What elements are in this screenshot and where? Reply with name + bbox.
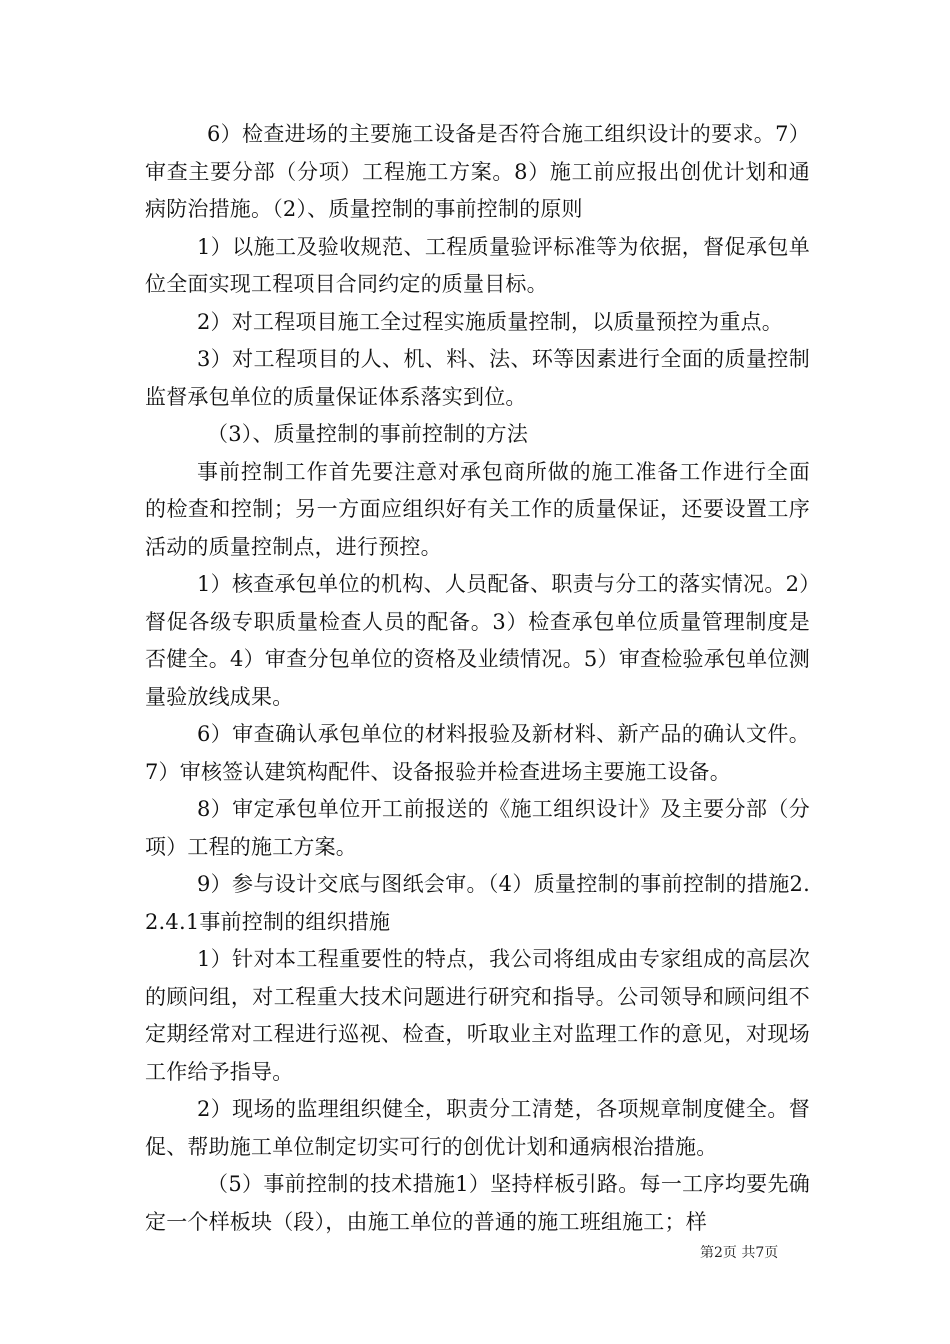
paragraph-12: 2）现场的监理组织健全，职责分工清楚，各项规章制度健全。督促、帮助施工单位制定切实可行的创优计划和通病根治措施。 xyxy=(145,1097,810,1159)
paragraph-13: （5）事前控制的技术措施1）坚持样板引路。每一工序均要先确定一个样板块（段），由施工单位的普通的施工班组施工；样 xyxy=(145,1172,810,1234)
paragraph-4: 3）对工程项目的人、机、料、法、环等因素进行全面的质量控制监督承包单位的质量保证体系落实到位。 xyxy=(145,347,810,409)
paragraph-6: 事前控制工作首先要注意对承包商所做的施工准备工作进行全面的检查和控制；另一方面应组织好有关工作的质量保证，还要设置工序活动的质量控制点，进行预控。 xyxy=(145,459,810,559)
paragraph-9: 8）审定承包单位开工前报送的《施工组织设计》及主要分部（分项）工程的施工方案。 xyxy=(145,797,810,859)
paragraph-7: 1）核查承包单位的机构、人员配备、职责与分工的落实情况。2）督促各级专职质量检查人员的配备。3）检查承包单位质量管理制度是否健全。4）审查分包单位的资格及业绩情况。5）审查检验承包单位测量验放线成果。 xyxy=(145,572,810,709)
paragraph-11: 1）针对本工程重要性的特点，我公司将组成由专家组成的高层次的顾问组，对工程重大技术问题进行研究和指导。公司领导和顾问组不定期经常对工程进行巡视、检查，听取业主对监理工作的意见，对现场工作给予指导。 xyxy=(145,947,810,1084)
paragraph-2: 1）以施工及验收规范、工程质量验评标准等为依据，督促承包单位全面实现工程项目合同约定的质量目标。 xyxy=(145,234,810,296)
page-number-footer: 第2页 共7页 xyxy=(700,1245,779,1261)
paragraph-3: 2）对工程项目施工全过程实施质量控制，以质量预控为重点。 xyxy=(197,309,783,334)
paragraph-5: （3）、质量控制的事前控制的方法 xyxy=(207,422,529,446)
paragraph-10: 9）参与设计交底与图纸会审。（4）质量控制的事前控制的措施2.2.4.1事前控制的组织措施 xyxy=(145,872,810,934)
paragraph-1: 6）检查进场的主要施工设备是否符合施工组织设计的要求。7）审查主要分部（分项）工程施工方案。8）施工前应报出创优计划和通病防治措施。（2）、质量控制的事前控制的原则 xyxy=(145,122,810,221)
paragraph-8: 6）审查确认承包单位的材料报验及新材料、新产品的确认文件。7）审核签认建筑构配件、设备报验并检查进场主要施工设备。 xyxy=(145,722,810,784)
document-body xyxy=(145,116,810,1241)
